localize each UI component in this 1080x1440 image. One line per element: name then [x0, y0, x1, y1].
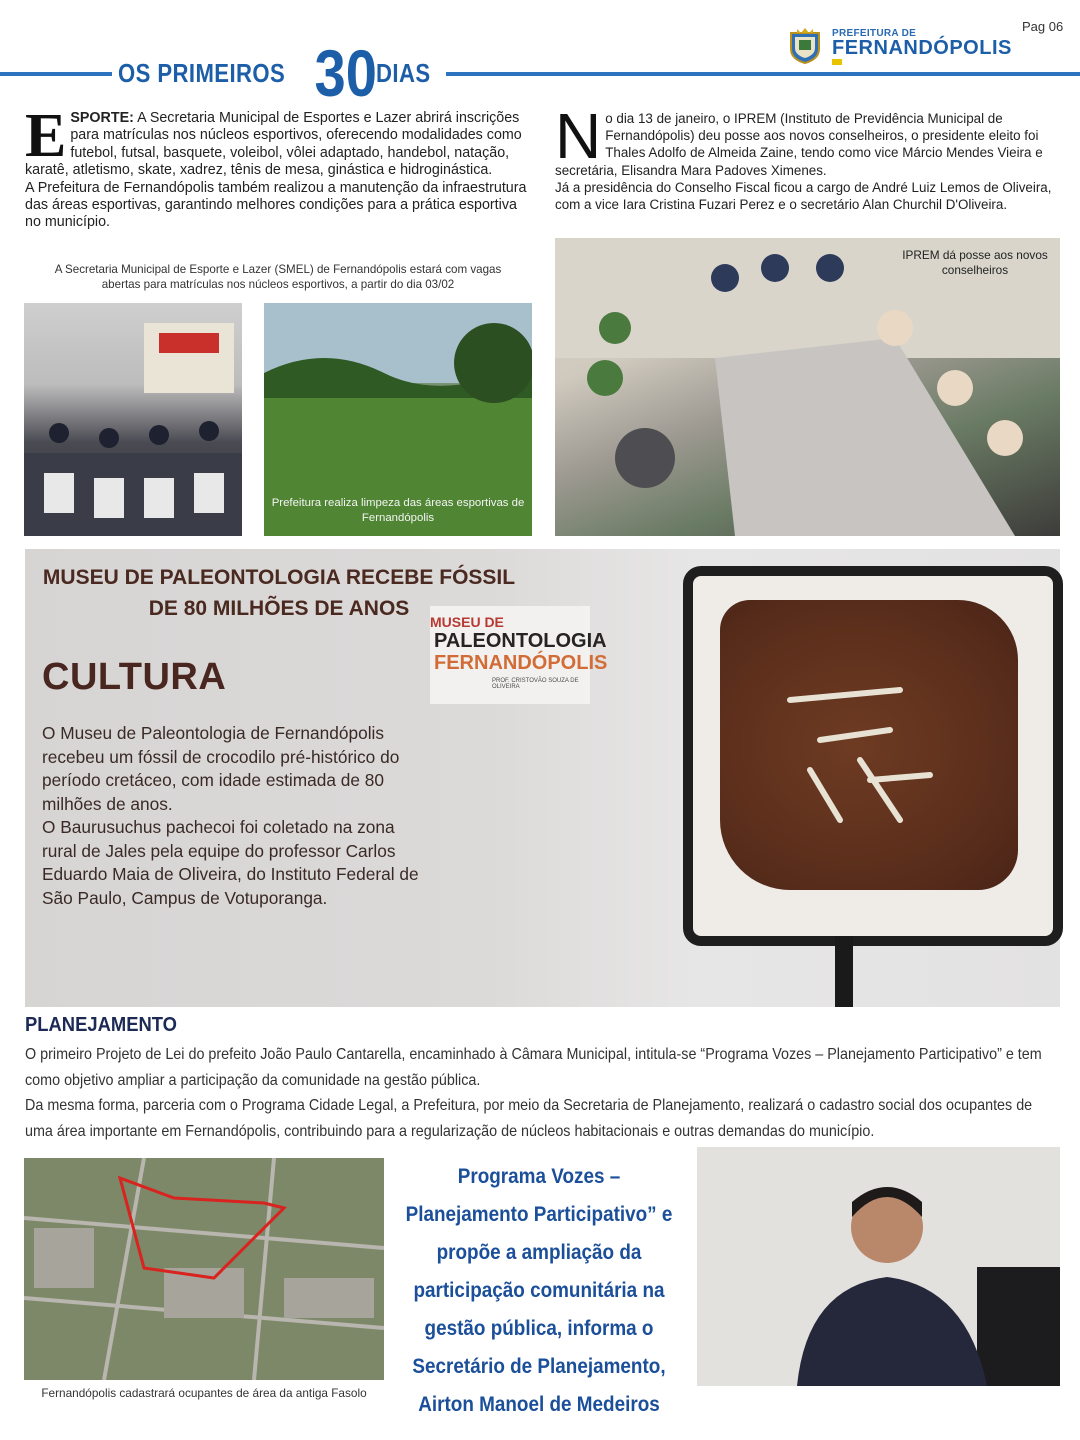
museum-logo-line-1: MUSEU DE	[430, 614, 504, 630]
map-caption: Fernandópolis cadastrará ocupantes de área da antiga Fasolo	[41, 1386, 367, 1400]
museum-headline: MUSEU DE PALEONTOLOGIA RECEBE FÓSSIL DE 80 MILHÕES DE ANOS	[42, 566, 516, 620]
museum-article	[42, 722, 432, 910]
page-title	[112, 38, 446, 108]
city-crest-icon	[785, 25, 825, 65]
planejamento-heading: PLANEJAMENTO	[25, 1014, 178, 1036]
iprem-dropcap: N	[555, 100, 602, 172]
logo-flag	[832, 59, 842, 65]
planejamento-article	[25, 1042, 1060, 1144]
esporte-lead: SPORTE:	[70, 110, 134, 126]
esporte-paragraph-1: A Secretaria Municipal de Esportes e Lazer abrirá inscrições para matrículas nos núcleos esportivos, oferecendo modalidades como futebol, futsal, basquete, voleibol, vôlei adaptado, handebol, natação, karatê, atletismo, skate, xadrez, tênis de mesa, ginástica e hidroginástica.	[25, 110, 522, 179]
field-caption: Prefeitura realiza limpeza das áreas esportivas de Fernandópolis	[271, 497, 525, 524]
cultura-heading: CULTURA	[42, 656, 227, 698]
page-number: Pag 06	[1022, 19, 1064, 34]
pull-quote: Programa Vozes – Planejamento Participativo” e propõe a ampliação da participação comunitária na gestão pública, informa o Secretário de Planejamento, Airton Manoel de Medeiros	[405, 1165, 673, 1416]
title-number: 30	[314, 36, 377, 110]
aerial-map-photo	[24, 1158, 384, 1380]
title-post: DIAS	[376, 57, 431, 88]
fossil-stand	[835, 936, 853, 1007]
museum-paragraph-2: O Baurusuchus pachecoi foi coletado na zona rural de Jales pela equipe do professor Carlos Eduardo Maia de Oliveira, do Instituto Federal de São Paulo, Campus de Votuporanga.	[42, 817, 419, 908]
esporte-paragraph-2: A Prefeitura de Fernandópolis também realizou a manutenção da infraestrutura das áreas esportivas, garantindo melhores condições para a prática esportiva no município.	[25, 179, 527, 231]
museum-logo-line-3: FERNANDÓPOLIS	[434, 652, 608, 674]
esporte-dropcap: E	[25, 102, 67, 170]
logo-top-text: PREFEITURA DE	[832, 28, 917, 39]
sports-meeting-illustration	[24, 303, 242, 536]
esporte-caption: A Secretaria Municipal de Esporte e Lazer (SMEL) de Fernandópolis estará com vagas abertas para matrículas nos núcleos esportivos, a partir do dia 03/02	[54, 263, 502, 291]
iprem-council-illustration	[555, 238, 1060, 536]
iprem-photo-caption: IPREM dá posse aos novos conselheiros	[902, 248, 1048, 277]
museum-paragraph-1: O Museu de Paleontologia de Fernandópolis recebeu um fóssil de crocodilo pré-histórico do período cretáceo, com idade estimada de 80 milhões de anos.	[42, 723, 400, 814]
city-logo	[785, 25, 1015, 65]
esporte-article	[25, 102, 533, 232]
secretary-illustration	[697, 1147, 1060, 1386]
secretary-photo	[697, 1147, 1060, 1386]
iprem-council-photo	[555, 238, 1060, 536]
title-pre: OS PRIMEIROS	[118, 57, 286, 88]
planejamento-paragraph-2: Da mesma forma, parceria com o Programa Cidade Legal, a Prefeitura, por meio da Secretaria de Planejamento, realizará o cadastro social dos ocupantes de uma área importante em Fernandópolis, contribuindo para a regularização de núcleos habitacionais e outras demandas do município.	[25, 1097, 1033, 1140]
museum-logo	[430, 606, 608, 704]
aerial-map-illustration	[24, 1158, 384, 1380]
logo-main-text: FERNANDÓPOLIS	[832, 37, 1012, 59]
iprem-paragraph-1: o dia 13 de janeiro, o IPREM (Instituto de Previdência Municipal de Fernandópolis) deu posse aos novos conselheiros, o presidente eleito foi Thales Adolfo de Almeida Zaine, tendo como vice Márcio Mendes Vieira e secretária, Elisandra Mara Padoves Ximenes.	[555, 111, 1043, 178]
iprem-paragraph-2: Já a presidência do Conselho Fiscal ficou a cargo de André Luiz Lemos de Oliveira, com a vice Iara Cristina Fuzari Perez e o secretário Alan Churchil D'Oliveira.	[555, 179, 1052, 213]
fossil-bones-illustration	[780, 680, 940, 830]
sports-meeting-photo	[24, 303, 242, 536]
iprem-article	[555, 100, 1061, 213]
planejamento-paragraph-1: O primeiro Projeto de Lei do prefeito João Paulo Cantarella, encaminhado à Câmara Municipal, intitula-se “Programa Vozes – Planejamento Participativo” e tem como objetivo ampliar a participação da comunidade na gestão pública.	[25, 1046, 1042, 1089]
museum-logo-line-2: PALEONTOLOGIA	[434, 630, 607, 652]
museum-logo-line-4: PROF. CRISTOVÃO SOUZA DE OLIVEIRA	[492, 678, 579, 690]
